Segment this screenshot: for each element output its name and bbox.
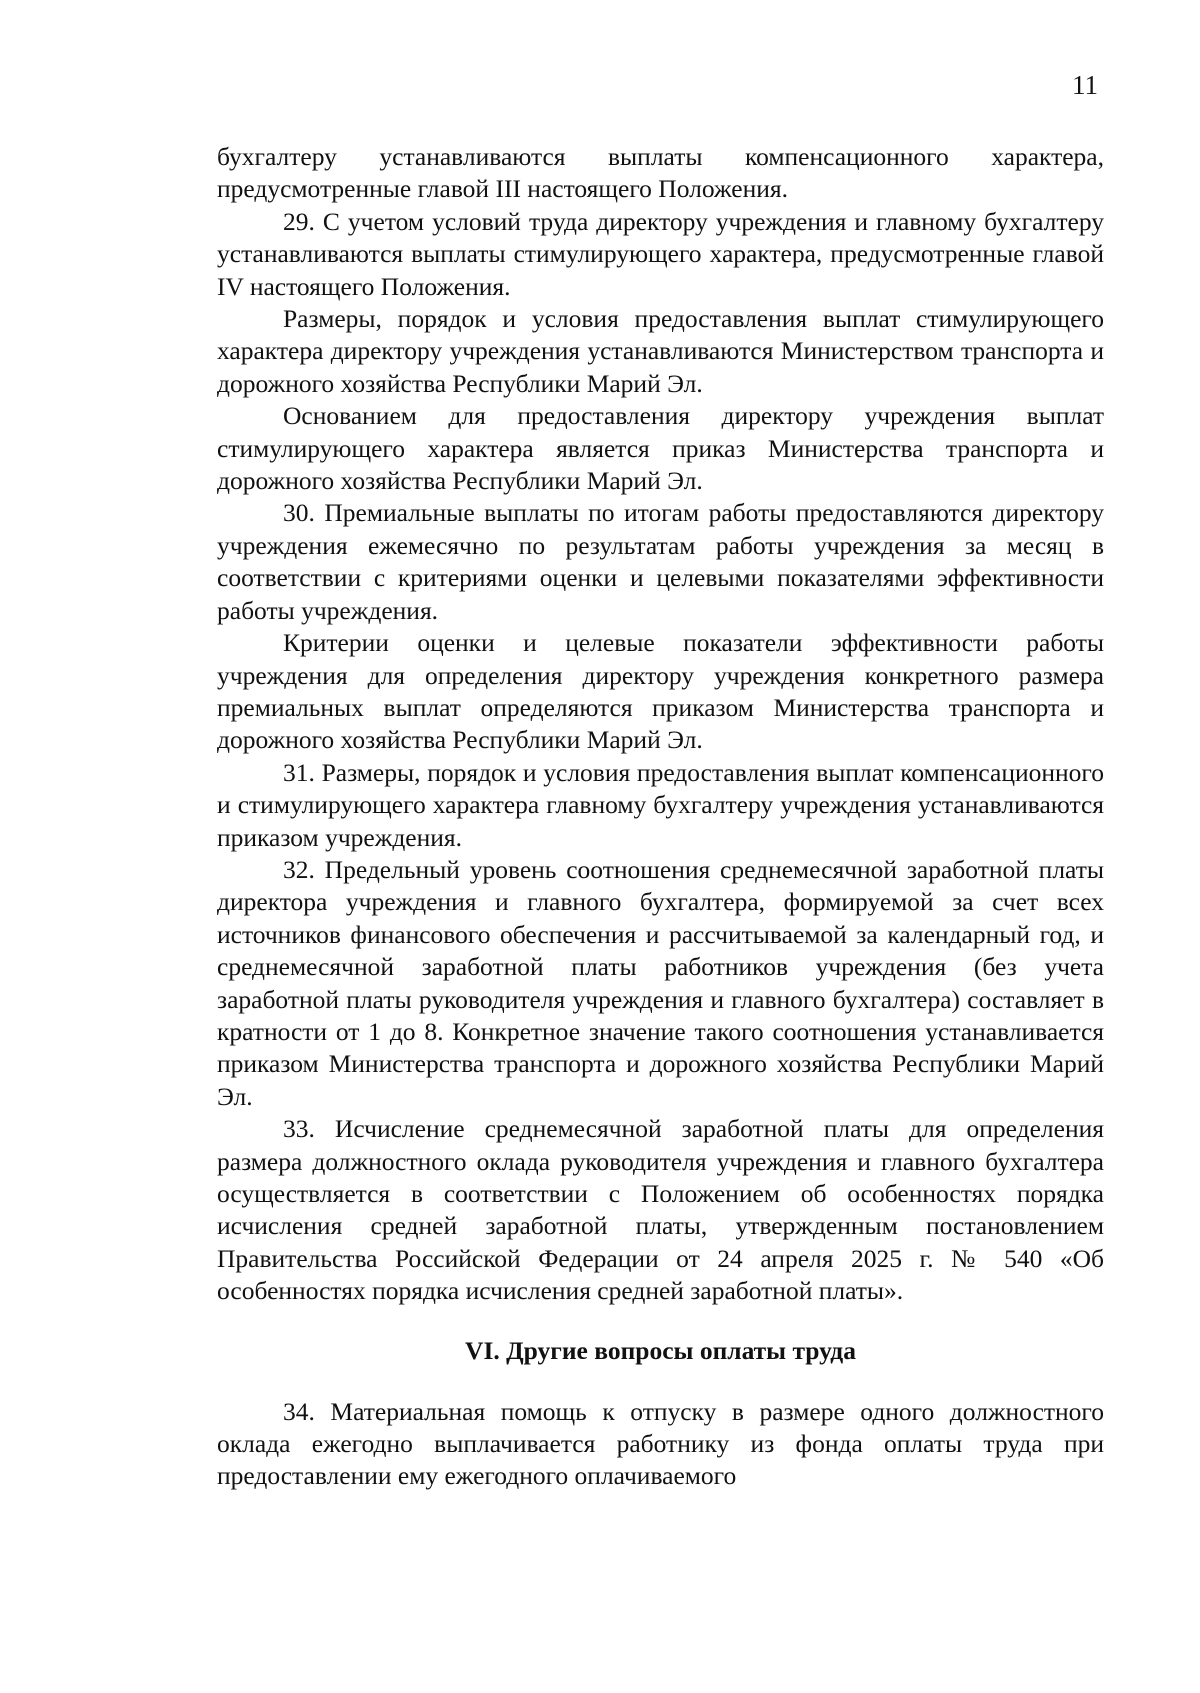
paragraph-31: 31. Размеры, порядок и условия предоставления выплат компенсационного и стимулирующего характера главному бухгалтеру учреждения устанавливаются приказом учреждения. bbox=[217, 757, 1104, 852]
paragraphs-after-section bbox=[217, 1396, 1104, 1493]
paragraph-33: 33. Исчисление среднемесячной заработной платы для определения размера должностного оклада руководителя учреждения и главного бухгалтера осуществляется в соответствии с Положением об особенностях порядка исчисления средней заработной платы, утвержденным постановлением Правительства Российской Федерации от 24 апреля 2025 г. № 540 «Об особенностях порядка исчисления средней заработной платы». bbox=[217, 1114, 1104, 1306]
paragraph-continuation: бухгалтеру устанавливаются выплаты компенсационного характера, предусмотренные главой III настоящего Положения. bbox=[217, 142, 1104, 204]
paragraph-34: 34. Материальная помощь к отпуску в размере одного должностного оклада ежегодно выплачивается работнику из фонда оплаты труда при предоставлении ему ежегодного оплачиваемого bbox=[217, 1396, 1104, 1491]
paragraph-29-sizes: Размеры, порядок и условия предоставления выплат стимулирующего характера директору учреждения устанавливаются Министерством транспорта и дорожного хозяйства Республики Марий Эл. bbox=[217, 304, 1104, 398]
section-heading: VI. Другие вопросы оплаты труда bbox=[465, 1335, 856, 1365]
page-number: 11 bbox=[1072, 70, 1098, 100]
paragraph-30: 30. Премиальные выплаты по итогам работы предоставляются директору учреждения ежемесячно по результатам работы учреждения за месяц в соответствии с критериями оценки и целевыми показателями эффективности работы учреждения. bbox=[217, 498, 1104, 625]
paragraph-30-criteria: Критерии оценки и целевые показатели эффективности работы учреждения для определения директору учреждения конкретного размера премиальных выплат определяются приказом Министерства транспорта и дорожного хозяйства Республики Марий Эл. bbox=[217, 628, 1104, 755]
paragraphs-before-section bbox=[217, 141, 1104, 1308]
document-body bbox=[217, 141, 1104, 1493]
paragraph-29: 29. С учетом условий труда директору учреждения и главному бухгалтеру устанавливаются выплаты стимулирующего характера, предусмотренные главой IV настоящего Положения. bbox=[217, 206, 1104, 301]
paragraph-29-basis: Основанием для предоставления директору учреждения выплат стимулирующего характера является приказ Министерства транспорта и дорожного хозяйства Республики Марий Эл. bbox=[217, 401, 1104, 496]
paragraph-32: 32. Предельный уровень соотношения среднемесячной заработной платы директора учреждения и главного бухгалтера, формируемой за счет всех источников финансового обеспечения и рассчитываемой за календарный год, и среднемесячной заработной платы работников учреждения (без учета заработной платы руководителя учреждения и главного бухгалтера) составляет в кратности от 1 до 8. Конкретное значение такого соотношения устанавливается приказом Министерства транспорта и дорожного хозяйства Республики Марий Эл. bbox=[217, 854, 1104, 1111]
